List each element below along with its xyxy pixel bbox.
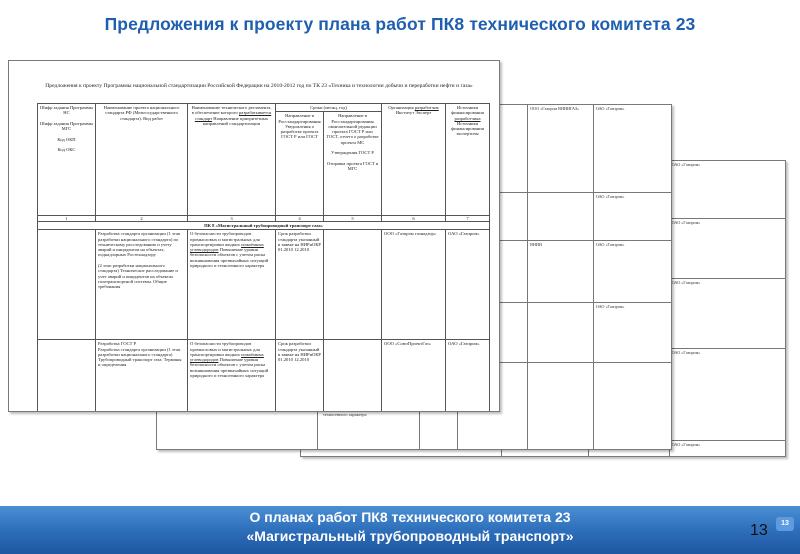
page-number: 13 xyxy=(750,522,768,539)
back-cell: ОАО «Газпром» xyxy=(669,279,786,349)
table-row xyxy=(38,230,490,340)
document-heading: Предложения к проекту Программы национальной стандартизации Российской Федерации на 2010-2012 год по ТК 23 «Техника и технологии добычи и переработки нефти и газа» xyxy=(45,83,473,89)
back-cell: ООО «Газпром ВНИИГАЗ» xyxy=(528,105,594,193)
back-cell: ОАО «Газпром» xyxy=(593,303,672,363)
row-deadline: Срок разработки стандарта указанный в заявке на НИРиОКР 01.2010 12.2010 xyxy=(276,340,324,412)
column-number: 7 xyxy=(446,216,490,222)
back-cell: ОАО «Газпром» xyxy=(669,161,786,219)
header-cell-name: Наименование проекта национального стандарта РФ (Межгосударственного стандарта). Вид работ xyxy=(96,104,188,216)
column-number: 3 xyxy=(188,216,276,222)
header-cell-regulation: Наименование технического регламента, в обеспечение которого разрабатывается стандарт Направление приоритетных направлений стандартизации xyxy=(188,104,276,216)
table-header-row xyxy=(38,104,490,112)
row-funding: ОАО «Газпром» xyxy=(446,340,490,412)
back-cell: ОАО «Газпром» xyxy=(669,219,786,279)
back-cell: ОАО «Газпром» xyxy=(669,349,786,441)
table-row xyxy=(38,340,490,412)
column-number: 5 xyxy=(324,216,382,222)
back-cell: ОАО «Газпром» xyxy=(669,441,786,458)
row-regulation: О безопасности трубопроводов промысловых и магистральных для транспортировки жидких пожоёмных углеводородов Повышение уровня безопасности объектов с учетом риска возникновения чрезвычайных ситуаций природного и техногенного характера xyxy=(188,340,276,412)
row-organization: ООО «СоюзПроектГаз» xyxy=(382,340,446,412)
header-cell-notification: Направление в Росстандартирования Уведомления о разработке проекта ГОСТ Р или ГОСТ xyxy=(276,112,324,216)
row-work-name: Разработка стандарта организации (1 этап разработки национального стандарта) по техническому расследованию и учету аварий и инцидентов на объектах, поднадзорных Ростехнадзору (2 этап разработки национального стандарта) Техническое расследование и учет аварий и инцидентов на объектах газотранспортной системы. Общие требования xyxy=(96,230,188,340)
column-number: 6 xyxy=(382,216,446,222)
row-funding: ОАО «Газпром» xyxy=(446,230,490,340)
back-cell: ОАО «Газпром» xyxy=(593,105,672,193)
back-cell: ОАО «Газпром» xyxy=(593,241,672,303)
header-cell-code: Шифр задания Программы НС Шифр задания Программы МГС Код ОКП Код ОКС xyxy=(38,104,96,216)
document-page xyxy=(8,60,500,412)
slide-title: Предложения к проекту плана работ ПК8 технического комитета 23 xyxy=(104,14,696,34)
proposals-table xyxy=(37,103,490,412)
footer-caption xyxy=(170,508,650,546)
header-cell-terms: Сроки (месяц, год) xyxy=(276,104,382,112)
header-cell-final: Направление в Росстандартирования окончательной редакции проекта ГОСТ Р или ГОСТ, отчета о разработке проекта МС Утверждения ГОСТ Р Отправка проекта ГОСТ в МГС xyxy=(324,112,382,216)
back-bottom-text: техногенного характера xyxy=(323,412,367,418)
section-title: ПК 8 «Магистральный трубопроводный транспорт газа» xyxy=(38,222,490,230)
footer-line-1: О планах работ ПК8 технического комитета 23 xyxy=(249,509,571,525)
column-number: 4 xyxy=(276,216,324,222)
back-cell: ОАО «Газпром» xyxy=(593,193,672,241)
row-regulation: О безопасности трубопроводов промысловых и магистральных для транспортировки жидких пожоёмных углеводородов Повышение уровня безопасности объектов с учетом риска возникновения чрезвычайных ситуаций природного и техногенного характера xyxy=(188,230,276,340)
header-cell-funding: Источники финансирования разработчика Источники финансирования экспертизы xyxy=(446,104,490,216)
footer-line-2: «Магистральный трубопроводный транспорт» xyxy=(246,528,574,544)
slide-number-badge: 13 xyxy=(776,517,794,531)
column-number: 1 xyxy=(38,216,96,222)
table-section-row xyxy=(38,222,490,230)
back-cell: ВНИИ xyxy=(528,241,594,303)
row-deadline: Срок разработки стандарта указанный в заявке на НИРиОКР 01.2010 12.2010 xyxy=(276,230,324,340)
row-work-name: Разработка ГОСТ Р Разработка стандарта организации (1 этап разработки национального стандарта) Трубопроводный транспорт газа. Термины и определения xyxy=(96,340,188,412)
header-cell-organization: Организация разработчик Институт Эксперт xyxy=(382,104,446,216)
column-number: 2 xyxy=(96,216,188,222)
row-organization: ООО «Газпром газнадзор» xyxy=(382,230,446,340)
